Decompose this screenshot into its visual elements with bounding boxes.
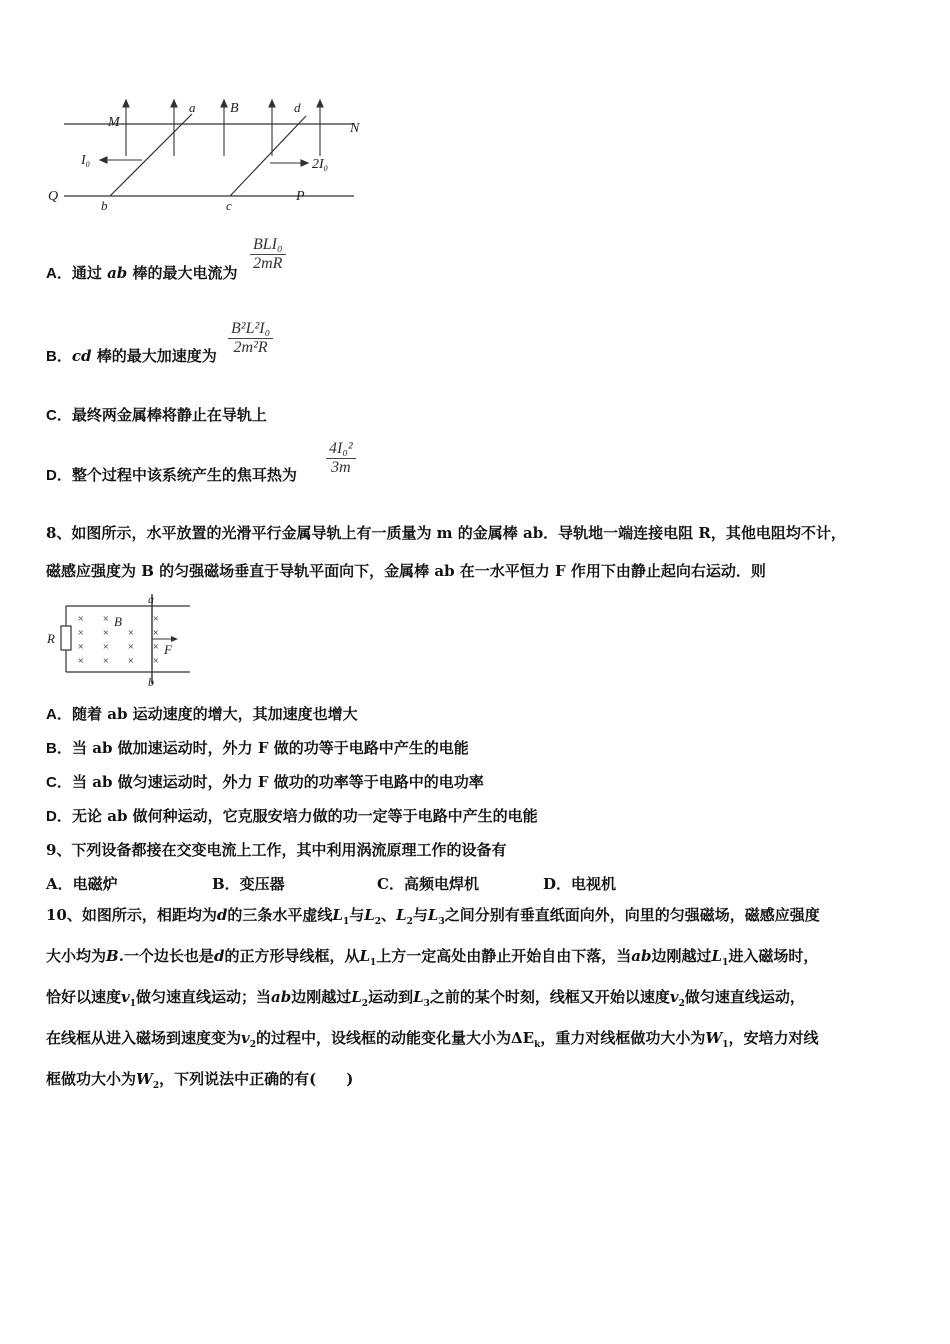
q7-d-fraction bbox=[326, 440, 356, 477]
label-a-rod: a bbox=[148, 592, 154, 606]
q10-B: B bbox=[106, 947, 119, 965]
q10-t16: 在线框从进入磁场到速度变为 bbox=[46, 1029, 242, 1047]
q10-s2c: 2 bbox=[361, 999, 369, 1009]
svg-text:I0 bbox=[80, 153, 90, 169]
q7-a-letter: A． bbox=[46, 265, 72, 282]
q10-yu2: 与 bbox=[412, 906, 428, 924]
label-c: c bbox=[226, 198, 232, 213]
q10-ab2: ab bbox=[271, 988, 292, 1006]
q10-v2a-sub: 2 bbox=[678, 999, 685, 1009]
q9-option-a: A．电磁炉 bbox=[46, 875, 118, 893]
q9-option-d: D．电视机 bbox=[543, 875, 617, 893]
q10-t4: 大小均为 bbox=[46, 947, 107, 965]
q10-line1 bbox=[46, 898, 908, 939]
cross-r2c1: × bbox=[77, 627, 85, 639]
q8-option-b: 当 ab 做加速运动时，外力 F 做的功等于电路中产生的电能 bbox=[72, 739, 469, 757]
q10-t19: ，安培力对线 bbox=[728, 1029, 819, 1047]
q10-stem bbox=[46, 898, 908, 1103]
q10-t8: 边刚越过 bbox=[651, 947, 712, 965]
q7-c-letter: C． bbox=[46, 407, 72, 424]
cross-r2c4: × bbox=[152, 627, 160, 639]
label-Q: Q bbox=[48, 189, 59, 204]
q10-t5: .一个边长也是 bbox=[118, 947, 214, 965]
cross-r3c4: × bbox=[152, 641, 160, 653]
cross-r4c4: × bbox=[152, 655, 160, 667]
cross-r1c2: × bbox=[102, 613, 110, 625]
q7-b-letter: B． bbox=[46, 348, 72, 365]
q10-t2: 的三条水平虚线 bbox=[227, 906, 333, 924]
q8-b-letter: B． bbox=[46, 740, 72, 757]
cross-r2c3: × bbox=[127, 627, 135, 639]
q10-line3 bbox=[46, 980, 908, 1021]
cross-r1c1: × bbox=[77, 613, 85, 625]
q10-L2a: L bbox=[364, 906, 375, 924]
q10-d1: d bbox=[216, 906, 228, 924]
label-R: R bbox=[47, 631, 55, 646]
q10-v1a-sub: 1 bbox=[129, 999, 136, 1009]
q8-option-a: 随着 ab 运动速度的增大，其加速度也增大 bbox=[72, 705, 358, 723]
q8-option-d: 无论 ab 做何种运动，它克服安培力做的功一定等于电路中产生的电能 bbox=[72, 807, 538, 825]
q10-t3: 之间分别有垂直纸面向外，向里的匀强磁场，磁感应强度 bbox=[444, 906, 820, 924]
q10-line4 bbox=[46, 1021, 908, 1062]
q10-t11: 做匀速直线运动；当 bbox=[136, 988, 272, 1006]
q10-v2b-sub: 2 bbox=[249, 1040, 256, 1050]
label-F: F bbox=[164, 642, 172, 657]
q10-L3a: L bbox=[427, 906, 439, 924]
q10-t6: 的正方形导线框，从 bbox=[224, 947, 360, 965]
q10-s3b: 3 bbox=[423, 999, 430, 1009]
rails-two-rods-figure bbox=[44, 96, 374, 216]
q10-L1a: L bbox=[332, 906, 343, 924]
q10-v1a: v bbox=[121, 988, 130, 1006]
q10-yu1: 与 bbox=[349, 906, 365, 924]
q10-t17: 的过程中，设线框的动能变化量大小为 bbox=[256, 1029, 512, 1047]
q10-t18: ，重力对线框做功大小为 bbox=[540, 1029, 706, 1047]
q8-stem-line1: 8、如图所示，水平放置的光滑平行金属导轨上有一质量为 m 的金属棒 ab．导轨地一端连接电阻 R，其他电阻均不计， bbox=[46, 524, 846, 542]
q7-d-den: 3m bbox=[326, 458, 356, 477]
q9-stem: 9、下列设备都接在交变电流上工作，其中利用涡流原理工作的设备有 bbox=[46, 841, 507, 859]
q10-s3a: 3 bbox=[438, 917, 445, 927]
cross-r3c1: × bbox=[77, 641, 85, 653]
q7-a-fraction bbox=[250, 236, 286, 273]
q7-b-var: cd bbox=[71, 347, 92, 365]
q10-W1-sub: 1 bbox=[722, 1040, 729, 1050]
q10-t1: 10、如图所示，相距均为 bbox=[46, 906, 217, 924]
q10-L3b: L bbox=[413, 988, 424, 1006]
label-M: M bbox=[108, 115, 120, 130]
label-N: N bbox=[350, 121, 360, 136]
q10-L1c: L bbox=[711, 947, 723, 965]
q10-d2: d bbox=[213, 947, 225, 965]
q10-W1: W bbox=[705, 1029, 723, 1047]
q7-a-pre: 通过 bbox=[71, 264, 108, 282]
label-I0: I bbox=[81, 153, 86, 168]
q7-a-num: BLI₀ bbox=[253, 236, 283, 253]
q10-s1a: 1 bbox=[342, 917, 350, 927]
q10-s2a: 2 bbox=[374, 917, 382, 927]
q8-option-c: 当 ab 做匀速运动时，外力 F 做功的功率等于电路中的电功率 bbox=[72, 773, 484, 791]
q7-a-den: 2mR bbox=[250, 254, 286, 273]
q10-t13: 运动到 bbox=[368, 988, 414, 1006]
label-b: b bbox=[101, 198, 108, 213]
q8-c-letter: C． bbox=[46, 774, 72, 791]
q10-L2c: L bbox=[351, 988, 362, 1006]
q7-c-text: 最终两金属棒将静止在导轨上 bbox=[71, 406, 267, 424]
q10-line5 bbox=[46, 1062, 908, 1103]
label-2I0: 2I bbox=[312, 157, 324, 172]
q8-a-letter: A． bbox=[46, 706, 72, 723]
q10-dE-sub: k bbox=[534, 1040, 541, 1050]
label-a: a bbox=[189, 100, 196, 115]
cross-r4c2: × bbox=[102, 655, 110, 667]
label-B: B bbox=[230, 101, 239, 116]
q10-v2b: v bbox=[241, 1029, 250, 1047]
q10-t12: 边刚越过 bbox=[291, 988, 352, 1006]
q7-option-b bbox=[46, 345, 217, 366]
q7-b-num: B²L²I₀ bbox=[231, 320, 271, 337]
cross-r2c2: × bbox=[102, 627, 110, 639]
q7-d-text: 整个过程中该系统产生的焦耳热为 bbox=[71, 466, 297, 484]
label-b-rod: b bbox=[148, 675, 154, 688]
cross-r4c1: × bbox=[77, 655, 85, 667]
q7-b-den: 2m²R bbox=[228, 338, 273, 357]
q10-W2-sub: 2 bbox=[152, 1081, 160, 1091]
label-I0-sub: 0 bbox=[85, 160, 90, 169]
q9-option-b: B．变压器 bbox=[212, 875, 285, 893]
q10-t21: ，下列说法中正确的有( ) bbox=[159, 1070, 354, 1088]
q10-t7: 上方一定高处由静止开始自由下落，当 bbox=[376, 947, 632, 965]
q10-ab1: ab bbox=[631, 947, 652, 965]
q10-s2b: 2 bbox=[406, 917, 413, 927]
q8-stem-line2: 磁感应强度为 B 的匀强磁场垂直于导轨平面向下，金属棒 ab 在一水平恒力 F 作用下由静止起向右运动．则 bbox=[46, 562, 766, 580]
label-2I0-sub: 0 bbox=[323, 164, 328, 173]
q10-v2a: v bbox=[669, 988, 679, 1006]
q10-L2b: L bbox=[396, 906, 407, 924]
q10-t14: 之前的某个时刻，线框又开始以速度 bbox=[429, 988, 670, 1006]
q7-b-fraction bbox=[228, 320, 273, 357]
q10-t10: 恰好以速度 bbox=[46, 988, 122, 1006]
label-P: P bbox=[296, 189, 305, 204]
q10-t9: 进入磁场时， bbox=[728, 947, 819, 965]
q7-option-a bbox=[46, 262, 238, 283]
q9-option-c: C．高频电焊机 bbox=[377, 875, 479, 893]
q7-a-post: 棒的最大电流为 bbox=[127, 264, 238, 282]
q7-d-letter: D． bbox=[46, 467, 72, 484]
q10-s1b: 1 bbox=[370, 958, 377, 968]
label-d: d bbox=[294, 100, 301, 115]
q10-line2 bbox=[46, 939, 908, 980]
cross-r3c3: × bbox=[127, 641, 135, 653]
q10-t15: 做匀速直线运动， bbox=[684, 988, 805, 1006]
q7-option-c bbox=[46, 404, 267, 425]
q7-a-var: ab bbox=[107, 264, 128, 282]
q10-W2: W bbox=[136, 1070, 153, 1088]
q10-t20: 框做功大小为 bbox=[46, 1070, 137, 1088]
q8-d-letter: D． bbox=[46, 808, 72, 825]
cross-r3c2: × bbox=[102, 641, 110, 653]
q10-s1c: 1 bbox=[722, 958, 729, 968]
q10-dE: ΔE bbox=[511, 1029, 535, 1047]
cross-r1c4: × bbox=[152, 613, 160, 625]
svg-text:2I0 bbox=[312, 157, 328, 173]
rod-in-field-figure bbox=[44, 592, 196, 688]
q7-d-num: 4I₀² bbox=[329, 440, 353, 457]
q7-option-d bbox=[46, 464, 297, 485]
q10-dun: 、 bbox=[381, 906, 397, 924]
cross-r4c3: × bbox=[127, 655, 135, 667]
label-B-field: B bbox=[114, 614, 122, 629]
q10-L1b: L bbox=[359, 947, 370, 965]
q7-b-post: 棒的最大加速度为 bbox=[91, 347, 217, 365]
